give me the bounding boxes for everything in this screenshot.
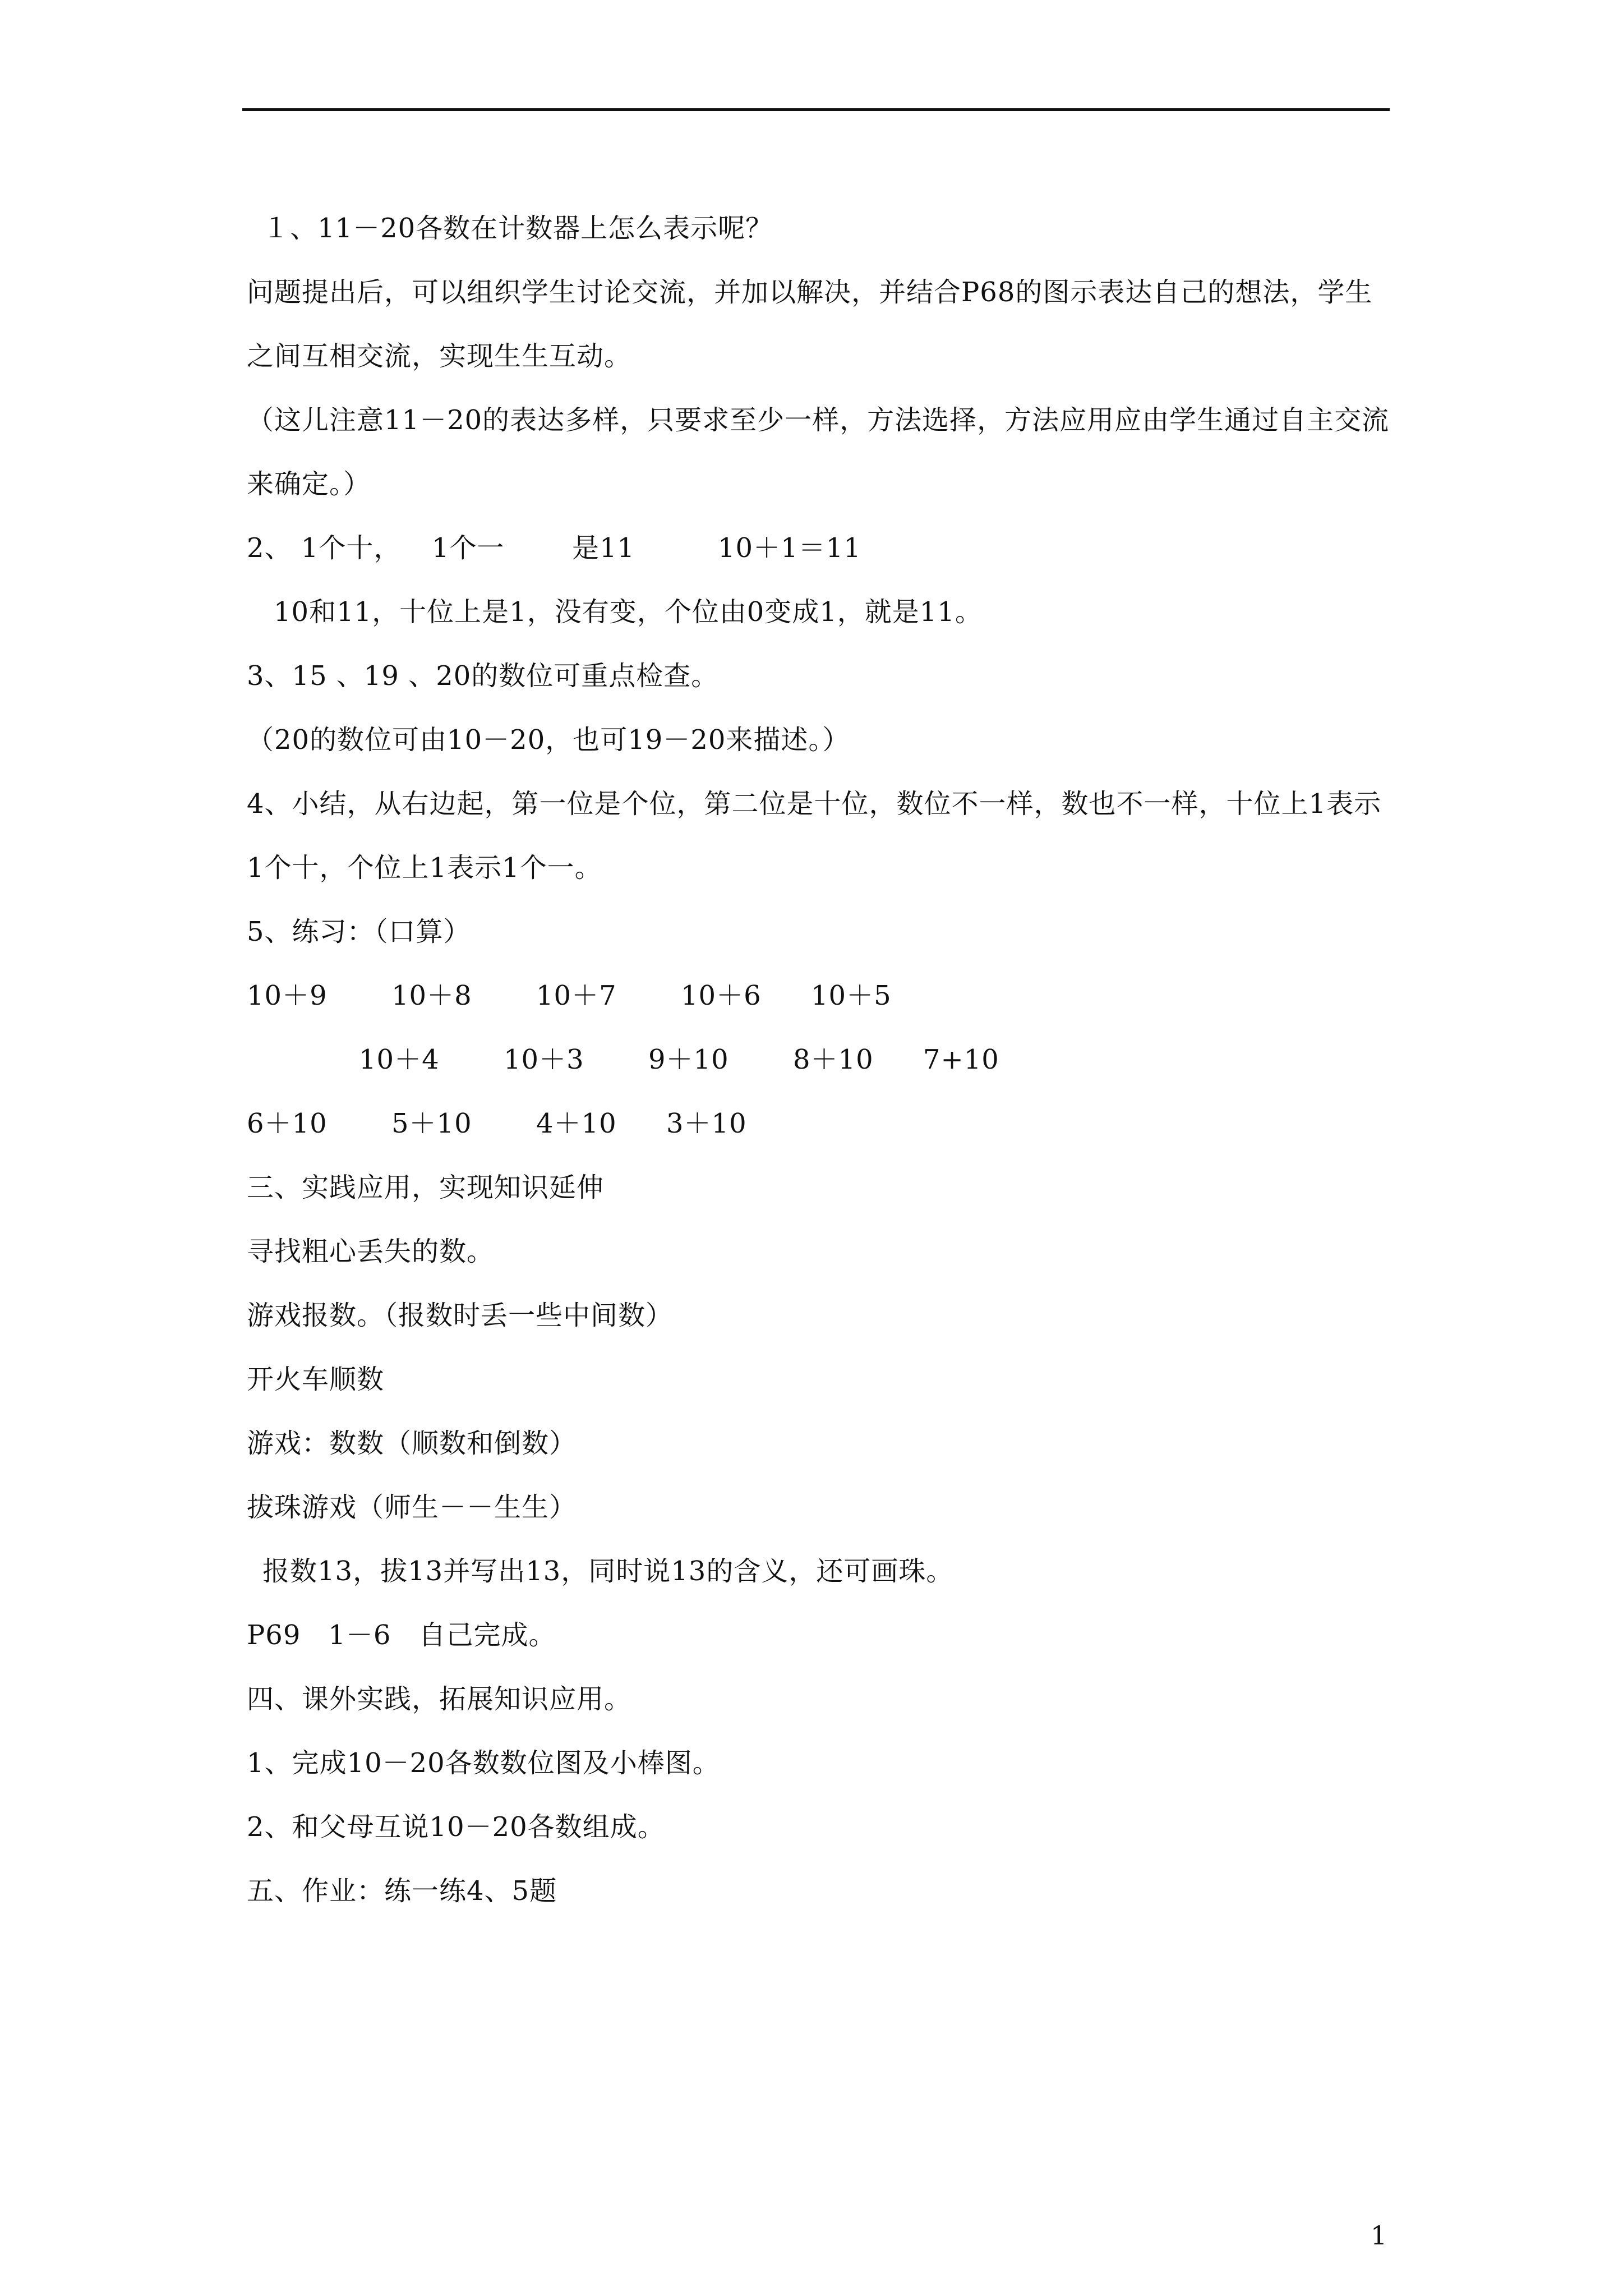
header-rule xyxy=(242,108,1390,111)
item-2-part-1: 2、 1个十， xyxy=(247,532,402,564)
exercise-item: 9＋10 xyxy=(648,1044,729,1075)
practice-item-2: 2、和父母互说10－20各数组成。 xyxy=(247,1811,665,1843)
exercise-row-3 xyxy=(247,1092,1391,1156)
item-2-part-3: 是11 xyxy=(572,532,635,564)
exercise-item: 4＋10 xyxy=(536,1108,617,1139)
item-2-part-4: 10＋1＝11 xyxy=(718,532,861,564)
exercise-item: 8＋10 xyxy=(793,1044,874,1075)
activity-beads: 拔珠游戏（师生－－生生） xyxy=(247,1492,577,1523)
item-4-summary: 4、小结，从右边起，第一位是个位，第二位是十位，数位不一样，数也不一样，十位上1表示1个十，个位上1表示1个一。 xyxy=(247,788,1382,884)
document-body xyxy=(247,196,1391,1923)
item-2-part-2: 1个一 xyxy=(432,532,505,564)
paragraph-note: （这儿注意11－20的表达多样，只要求至少一样，方法选择，方法应用应由学生通过自主交流来确定。） xyxy=(247,404,1390,500)
activity-train: 开火车顺数 xyxy=(247,1364,385,1395)
exercise-row-2 xyxy=(247,1028,1391,1092)
exercise-item: 10＋6 xyxy=(681,980,762,1011)
exercise-item: 10＋7 xyxy=(536,980,617,1011)
exercise-item: 3＋10 xyxy=(666,1108,747,1139)
activity-counting: 游戏：数数（顺数和倒数） xyxy=(247,1428,577,1459)
item-2-line xyxy=(247,516,1391,580)
item-3-line: 3、15 、19 、20的数位可重点检查。 xyxy=(247,660,719,692)
activity-beads-detail: 报数13，拔13并写出13，同时说13的含义，还可画珠。 xyxy=(262,1556,954,1587)
activity-find-missing: 寻找粗心丢失的数。 xyxy=(247,1236,495,1267)
exercise-item: 10＋3 xyxy=(504,1044,584,1075)
textbook-exercise: P69 1－6 自己完成。 xyxy=(247,1619,556,1651)
item-2-explanation: 10和11，十位上是1，没有变，个位由0变成1，就是11。 xyxy=(274,596,983,628)
exercise-item: 10＋9 xyxy=(247,980,328,1011)
item-1-heading: １、11－20各数在计数器上怎么表示呢？ xyxy=(262,213,773,244)
item-5-heading: 5、练习：（口算） xyxy=(247,916,471,947)
exercise-item: 7+10 xyxy=(923,1044,999,1075)
exercise-item: 10＋5 xyxy=(811,980,892,1011)
section-5-homework: 五、作业：练一练4、5题 xyxy=(247,1875,557,1907)
section-3-heading: 三、实践应用，实现知识延伸 xyxy=(247,1172,605,1203)
exercise-item: 5＋10 xyxy=(391,1108,472,1139)
paragraph-discussion: 问题提出后，可以组织学生讨论交流，并加以解决，并结合P68的图示表达自己的想法，学生之间互相交流，实现生生互动。 xyxy=(247,277,1373,372)
item-3-note: （20的数位可由10－20，也可19－20来描述。） xyxy=(247,724,850,756)
exercise-row-1 xyxy=(247,964,1391,1028)
page-number: 1 xyxy=(1371,2220,1387,2251)
activity-count-game: 游戏报数。（报数时丢一些中间数） xyxy=(247,1300,674,1331)
practice-item-1: 1、完成10－20各数数位图及小棒图。 xyxy=(247,1747,720,1779)
exercise-item: 10＋4 xyxy=(359,1044,440,1075)
section-4-heading: 四、课外实践，拓展知识应用。 xyxy=(247,1683,632,1715)
exercise-item: 6＋10 xyxy=(247,1108,328,1139)
exercise-item: 10＋8 xyxy=(391,980,472,1011)
